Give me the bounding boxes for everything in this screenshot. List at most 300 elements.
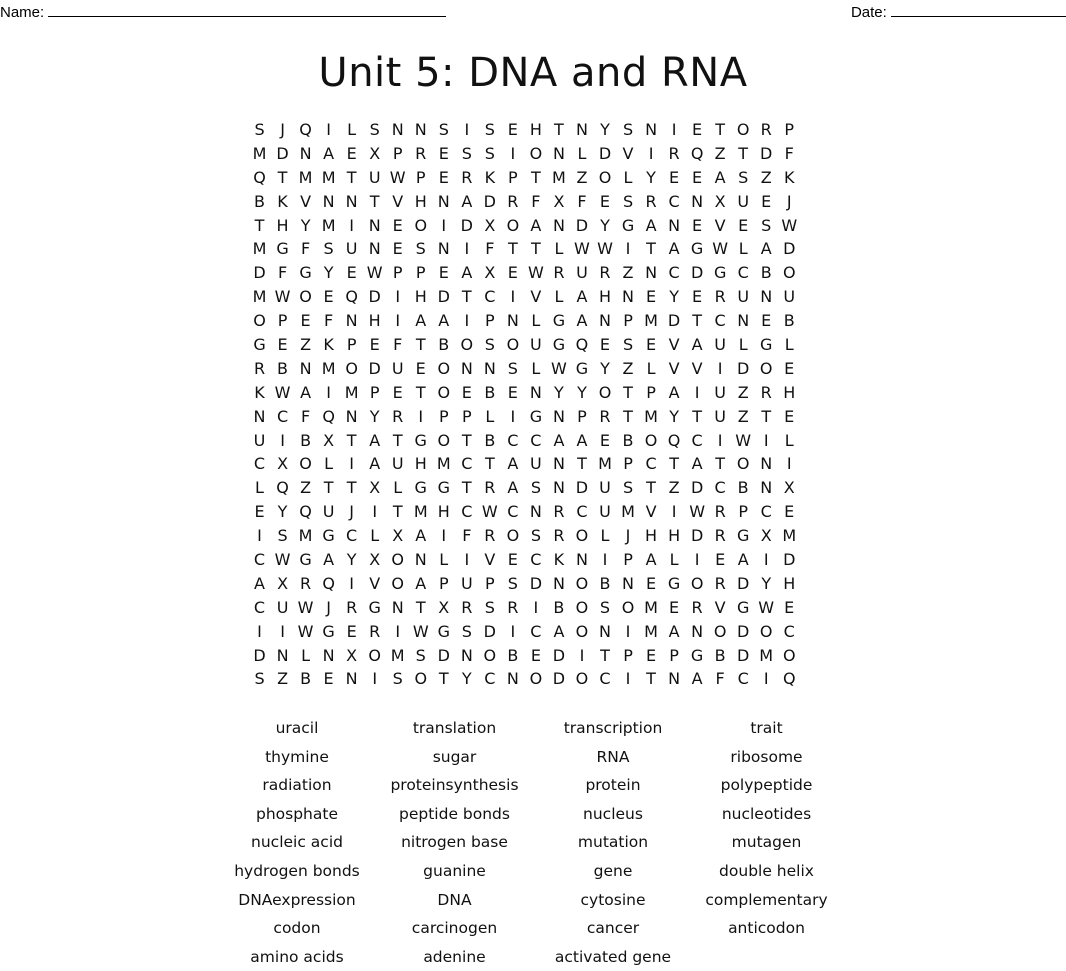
grid-cell[interactable]: V	[714, 215, 726, 235]
grid-cell[interactable]: X	[346, 645, 358, 665]
grid-cell[interactable]: E	[599, 335, 611, 355]
grid-cell[interactable]: O	[736, 454, 750, 474]
grid-cell[interactable]: I	[257, 621, 262, 641]
grid-cell[interactable]: N	[691, 621, 704, 641]
grid-cell[interactable]: I	[694, 550, 700, 570]
grid-cell[interactable]: U	[599, 502, 611, 522]
grid-cell[interactable]: R	[484, 526, 496, 546]
word-search-grid[interactable]	[248, 118, 824, 691]
grid-cell[interactable]: E	[415, 358, 426, 378]
grid-cell[interactable]: D	[690, 526, 704, 546]
grid-cell[interactable]: O	[345, 358, 358, 378]
grid-cell[interactable]: I	[418, 406, 424, 426]
grid-cell[interactable]: Y	[761, 573, 772, 593]
grid-cell[interactable]: E	[507, 263, 518, 283]
grid-cell[interactable]: Q	[322, 573, 335, 593]
grid-cell[interactable]: M	[598, 454, 612, 474]
grid-cell[interactable]: U	[783, 287, 796, 307]
grid-cell[interactable]: D	[437, 287, 450, 307]
grid-cell[interactable]: Z	[714, 143, 726, 163]
grid-cell[interactable]: O	[782, 645, 796, 665]
grid-cell[interactable]: E	[761, 191, 772, 211]
grid-cell[interactable]: H	[414, 191, 427, 211]
grid-cell[interactable]: M	[552, 167, 566, 187]
grid-cell[interactable]: O	[759, 621, 773, 641]
grid-cell[interactable]: U	[599, 478, 611, 498]
grid-cell[interactable]: Q	[299, 502, 312, 522]
grid-cell[interactable]: T	[738, 143, 749, 163]
grid-cell[interactable]: A	[300, 382, 312, 402]
grid-cell[interactable]: N	[299, 143, 312, 163]
grid-cell[interactable]: D	[529, 573, 543, 593]
grid-cell[interactable]: W	[274, 287, 291, 307]
grid-cell[interactable]: L	[554, 239, 564, 259]
grid-cell[interactable]: W	[274, 550, 291, 570]
date-field[interactable]	[851, 2, 1066, 21]
grid-cell[interactable]: H	[598, 287, 611, 307]
grid-cell[interactable]: K	[323, 335, 334, 355]
grid-cell[interactable]: I	[464, 311, 470, 331]
grid-cell[interactable]: E	[784, 358, 795, 378]
grid-cell[interactable]: C	[737, 263, 749, 283]
grid-cell[interactable]: W	[527, 263, 544, 283]
grid-cell[interactable]: V	[300, 191, 312, 211]
grid-cell[interactable]: Q	[322, 406, 335, 426]
grid-cell[interactable]: V	[668, 358, 680, 378]
grid-cell[interactable]: Q	[690, 143, 704, 163]
grid-cell[interactable]: R	[553, 502, 565, 522]
grid-cell[interactable]: E	[392, 382, 403, 402]
grid-cell[interactable]: Y	[600, 215, 610, 235]
grid-cell[interactable]: T	[623, 382, 633, 402]
grid-cell[interactable]: C	[253, 597, 266, 617]
grid-cell[interactable]: N	[322, 645, 335, 665]
grid-cell[interactable]: R	[300, 573, 312, 593]
grid-cell[interactable]: O	[736, 120, 750, 139]
grid-cell[interactable]: F	[577, 191, 587, 211]
grid-cell[interactable]: D	[552, 645, 566, 665]
grid-cell[interactable]: I	[533, 597, 539, 617]
grid-cell[interactable]: P	[277, 311, 288, 331]
grid-cell[interactable]: E	[645, 335, 657, 355]
grid-cell[interactable]: C	[737, 669, 749, 689]
grid-cell[interactable]: X	[484, 263, 496, 283]
grid-cell[interactable]: N	[345, 669, 358, 689]
grid-cell[interactable]: E	[645, 287, 657, 307]
grid-cell[interactable]: A	[415, 526, 427, 546]
grid-cell[interactable]: C	[530, 550, 542, 570]
grid-cell[interactable]: C	[461, 502, 473, 522]
grid-cell[interactable]: R	[553, 263, 565, 283]
grid-cell[interactable]: T	[623, 406, 633, 426]
grid-cell[interactable]: B	[507, 645, 519, 665]
grid-cell[interactable]: E	[645, 573, 657, 593]
grid-cell[interactable]: C	[668, 263, 680, 283]
grid-cell[interactable]: T	[715, 454, 726, 474]
grid-cell[interactable]: O	[713, 621, 727, 641]
grid-cell[interactable]: B	[300, 430, 312, 450]
grid-cell[interactable]: B	[599, 573, 611, 593]
grid-cell[interactable]: N	[276, 645, 289, 665]
grid-cell[interactable]: N	[760, 454, 773, 474]
grid-cell[interactable]: M	[644, 406, 658, 426]
grid-cell[interactable]: G	[299, 550, 312, 570]
grid-cell[interactable]: I	[510, 143, 516, 163]
grid-cell[interactable]: Z	[622, 358, 634, 378]
grid-cell[interactable]: O	[299, 454, 312, 474]
grid-cell[interactable]: H	[645, 526, 658, 546]
grid-cell[interactable]: M	[390, 645, 405, 665]
grid-cell[interactable]: L	[738, 239, 748, 259]
grid-cell[interactable]: J	[349, 502, 354, 522]
grid-cell[interactable]: P	[485, 311, 495, 331]
grid-cell[interactable]: D	[368, 287, 381, 307]
grid-cell[interactable]: U	[714, 382, 726, 402]
grid-cell[interactable]: D	[690, 263, 704, 283]
grid-cell[interactable]: U	[460, 573, 473, 593]
grid-cell[interactable]: R	[461, 597, 473, 617]
grid-cell[interactable]: Y	[323, 263, 334, 283]
grid-cell[interactable]: W	[689, 502, 706, 522]
grid-cell[interactable]: W	[758, 597, 775, 617]
grid-cell[interactable]: D	[460, 215, 473, 235]
grid-cell[interactable]: C	[507, 502, 519, 522]
grid-cell[interactable]: N	[322, 191, 335, 211]
grid-cell[interactable]: O	[644, 430, 658, 450]
grid-cell[interactable]: N	[552, 478, 565, 498]
grid-cell[interactable]: O	[391, 550, 404, 570]
grid-cell[interactable]: I	[441, 526, 447, 546]
grid-cell[interactable]: I	[372, 502, 378, 522]
grid-cell[interactable]: W	[712, 239, 729, 259]
grid-cell[interactable]: E	[323, 287, 334, 307]
grid-cell[interactable]: L	[324, 454, 334, 474]
grid-cell[interactable]: L	[784, 430, 794, 450]
grid-cell[interactable]: A	[668, 239, 680, 259]
grid-cell[interactable]: A	[576, 311, 588, 331]
grid-cell[interactable]: N	[552, 573, 565, 593]
grid-cell[interactable]: M	[321, 215, 336, 235]
grid-cell[interactable]: S	[415, 645, 426, 665]
grid-cell[interactable]: T	[484, 454, 495, 474]
grid-cell[interactable]: P	[461, 406, 472, 426]
grid-cell[interactable]: G	[713, 263, 727, 283]
grid-cell[interactable]: L	[347, 120, 357, 139]
grid-cell[interactable]: N	[622, 573, 634, 593]
grid-cell[interactable]: L	[600, 526, 610, 546]
grid-cell[interactable]: E	[645, 645, 657, 665]
grid-cell[interactable]: S	[277, 526, 288, 546]
grid-cell[interactable]: C	[668, 191, 680, 211]
grid-cell[interactable]: I	[625, 239, 631, 259]
name-blank-line[interactable]	[48, 2, 446, 17]
grid-cell[interactable]: A	[576, 430, 588, 450]
grid-cell[interactable]: V	[645, 502, 657, 522]
grid-cell[interactable]: O	[437, 430, 451, 450]
grid-cell[interactable]: R	[760, 120, 772, 139]
grid-cell[interactable]: Y	[461, 669, 472, 689]
grid-cell[interactable]: L	[393, 478, 403, 498]
grid-cell[interactable]: O	[414, 669, 428, 689]
grid-cell[interactable]: P	[669, 645, 679, 665]
grid-cell[interactable]: L	[738, 335, 748, 355]
grid-cell[interactable]: B	[760, 263, 772, 283]
grid-cell[interactable]: W	[297, 621, 314, 641]
grid-cell[interactable]: C	[507, 430, 519, 450]
grid-cell[interactable]: O	[437, 358, 451, 378]
grid-cell[interactable]: L	[255, 478, 264, 498]
grid-cell[interactable]: B	[783, 311, 795, 331]
grid-cell[interactable]: U	[576, 263, 588, 283]
grid-cell[interactable]: N	[414, 120, 427, 139]
grid-cell[interactable]: C	[714, 311, 726, 331]
grid-cell[interactable]: P	[438, 573, 449, 593]
grid-cell[interactable]: G	[253, 335, 266, 355]
grid-cell[interactable]: R	[253, 358, 266, 378]
grid-cell[interactable]: N	[575, 120, 588, 139]
grid-cell[interactable]: A	[369, 454, 381, 474]
grid-cell[interactable]: Z	[737, 382, 749, 402]
grid-cell[interactable]: E	[300, 311, 311, 331]
grid-cell[interactable]: R	[507, 597, 519, 617]
grid-cell[interactable]: E	[669, 597, 680, 617]
grid-cell[interactable]: H	[414, 454, 427, 474]
grid-cell[interactable]: S	[323, 239, 334, 259]
grid-cell[interactable]: P	[623, 645, 633, 665]
grid-cell[interactable]: D	[552, 669, 566, 689]
grid-cell[interactable]: S	[484, 120, 495, 139]
grid-cell[interactable]: D	[437, 645, 450, 665]
grid-cell[interactable]: U	[737, 191, 750, 211]
grid-cell[interactable]: S	[254, 120, 265, 139]
grid-cell[interactable]: R	[392, 406, 404, 426]
grid-cell[interactable]: T	[392, 502, 403, 522]
grid-cell[interactable]: E	[761, 311, 772, 331]
grid-cell[interactable]: O	[621, 597, 635, 617]
grid-cell[interactable]: K	[484, 167, 496, 187]
grid-cell[interactable]: S	[599, 597, 611, 617]
grid-cell[interactable]: S	[461, 621, 472, 641]
grid-cell[interactable]: P	[415, 263, 426, 283]
grid-cell[interactable]: G	[437, 478, 450, 498]
grid-cell[interactable]: O	[299, 287, 312, 307]
grid-cell[interactable]: O	[483, 645, 497, 665]
grid-cell[interactable]: G	[276, 239, 289, 259]
grid-cell[interactable]: H	[783, 573, 796, 593]
grid-cell[interactable]: X	[438, 597, 450, 617]
grid-cell[interactable]: T	[415, 335, 426, 355]
grid-cell[interactable]: B	[254, 191, 265, 211]
grid-cell[interactable]: O	[506, 526, 520, 546]
grid-cell[interactable]: E	[692, 215, 703, 235]
grid-cell[interactable]: D	[690, 478, 704, 498]
grid-cell[interactable]: I	[625, 621, 631, 641]
grid-cell[interactable]: S	[622, 191, 634, 211]
grid-cell[interactable]: Q	[299, 120, 312, 139]
grid-cell[interactable]: R	[714, 287, 726, 307]
grid-cell[interactable]: H	[414, 287, 427, 307]
grid-cell[interactable]: E	[784, 406, 795, 426]
grid-cell[interactable]: W	[274, 382, 291, 402]
grid-cell[interactable]: O	[529, 669, 543, 689]
grid-cell[interactable]: P	[438, 406, 449, 426]
grid-cell[interactable]: W	[597, 239, 613, 259]
grid-cell[interactable]: O	[368, 645, 381, 665]
grid-cell[interactable]: F	[485, 239, 495, 259]
grid-cell[interactable]: M	[298, 167, 313, 187]
grid-cell[interactable]: J	[625, 526, 631, 546]
grid-cell[interactable]: R	[599, 406, 611, 426]
grid-cell[interactable]: T	[531, 239, 541, 259]
grid-cell[interactable]: T	[461, 478, 472, 498]
grid-cell[interactable]: P	[623, 454, 633, 474]
grid-cell[interactable]: W	[389, 167, 406, 187]
grid-cell[interactable]: W	[481, 502, 498, 522]
grid-cell[interactable]: A	[760, 239, 772, 259]
grid-cell[interactable]: D	[253, 263, 266, 283]
grid-cell[interactable]: G	[437, 621, 450, 641]
grid-cell[interactable]: Z	[576, 167, 588, 187]
grid-cell[interactable]: I	[717, 358, 723, 378]
grid-cell[interactable]: E	[254, 502, 265, 522]
grid-cell[interactable]: I	[464, 120, 470, 139]
grid-cell[interactable]: K	[277, 191, 288, 211]
grid-cell[interactable]: V	[622, 143, 634, 163]
grid-cell[interactable]: I	[395, 621, 401, 641]
grid-cell[interactable]: R	[691, 597, 703, 617]
grid-cell[interactable]: A	[691, 454, 703, 474]
grid-cell[interactable]: I	[441, 215, 447, 235]
grid-cell[interactable]: N	[760, 478, 773, 498]
grid-cell[interactable]: A	[507, 454, 519, 474]
grid-cell[interactable]: D	[783, 550, 796, 570]
grid-cell[interactable]: I	[326, 120, 331, 139]
grid-cell[interactable]: D	[783, 239, 796, 259]
grid-cell[interactable]: S	[369, 120, 380, 139]
grid-cell[interactable]: U	[714, 335, 726, 355]
grid-cell[interactable]: M	[644, 621, 658, 641]
grid-cell[interactable]: R	[369, 621, 381, 641]
grid-cell[interactable]: N	[391, 120, 404, 139]
grid-cell[interactable]: V	[668, 335, 680, 355]
grid-cell[interactable]: S	[530, 526, 541, 546]
grid-cell[interactable]: F	[715, 669, 725, 689]
grid-cell[interactable]: W	[297, 597, 314, 617]
grid-cell[interactable]: O	[598, 167, 612, 187]
grid-cell[interactable]: N	[622, 287, 634, 307]
grid-cell[interactable]: N	[552, 406, 565, 426]
grid-cell[interactable]: C	[253, 454, 266, 474]
grid-cell[interactable]: O	[759, 358, 773, 378]
grid-cell[interactable]: R	[760, 382, 772, 402]
grid-cell[interactable]: O	[575, 573, 589, 593]
grid-cell[interactable]: G	[736, 597, 750, 617]
grid-cell[interactable]: F	[300, 406, 311, 426]
grid-cell[interactable]: T	[461, 287, 472, 307]
grid-cell[interactable]: I	[786, 454, 792, 474]
grid-cell[interactable]: F	[531, 191, 541, 211]
grid-cell[interactable]: E	[461, 382, 472, 402]
grid-cell[interactable]: D	[667, 311, 681, 331]
grid-cell[interactable]: Z	[622, 263, 634, 283]
grid-cell[interactable]: Z	[737, 406, 749, 426]
grid-cell[interactable]: D	[368, 358, 381, 378]
grid-cell[interactable]: G	[667, 573, 681, 593]
grid-cell[interactable]: U	[276, 597, 289, 617]
grid-cell[interactable]: X	[369, 478, 381, 498]
grid-cell[interactable]: J	[786, 191, 792, 211]
grid-cell[interactable]: L	[784, 335, 794, 355]
grid-cell[interactable]: N	[460, 358, 473, 378]
grid-cell[interactable]: B	[737, 478, 749, 498]
grid-cell[interactable]: U	[345, 239, 358, 259]
grid-cell[interactable]: V	[691, 358, 703, 378]
grid-cell[interactable]: I	[763, 550, 769, 570]
grid-cell[interactable]: Z	[277, 669, 289, 689]
grid-cell[interactable]: I	[602, 550, 608, 570]
grid-cell[interactable]: K	[783, 167, 795, 187]
grid-cell[interactable]: E	[715, 550, 726, 570]
grid-cell[interactable]: F	[277, 263, 288, 283]
grid-cell[interactable]: E	[507, 120, 518, 139]
grid-cell[interactable]: G	[760, 335, 773, 355]
grid-cell[interactable]: O	[575, 621, 589, 641]
grid-cell[interactable]: B	[277, 358, 289, 378]
grid-cell[interactable]: P	[508, 167, 518, 187]
grid-cell[interactable]: I	[372, 669, 378, 689]
grid-cell[interactable]: T	[415, 597, 426, 617]
grid-cell[interactable]: X	[323, 430, 335, 450]
grid-cell[interactable]: C	[714, 478, 726, 498]
grid-cell[interactable]: S	[484, 597, 495, 617]
grid-cell[interactable]: F	[462, 526, 472, 546]
grid-cell[interactable]: S	[484, 143, 495, 163]
grid-cell[interactable]: A	[507, 478, 519, 498]
grid-cell[interactable]: I	[625, 669, 631, 689]
grid-cell[interactable]: G	[414, 478, 427, 498]
grid-cell[interactable]: Y	[300, 215, 311, 235]
grid-cell[interactable]: Y	[669, 287, 679, 307]
grid-cell[interactable]: U	[368, 167, 381, 187]
grid-cell[interactable]: N	[253, 406, 266, 426]
grid-cell[interactable]: M	[344, 382, 359, 402]
grid-cell[interactable]: T	[507, 239, 518, 259]
grid-cell[interactable]: M	[644, 597, 658, 617]
grid-cell[interactable]: E	[392, 239, 403, 259]
grid-cell[interactable]: K	[553, 550, 565, 570]
grid-cell[interactable]: G	[414, 430, 427, 450]
grid-cell[interactable]: G	[736, 526, 750, 546]
grid-cell[interactable]: E	[346, 143, 357, 163]
grid-cell[interactable]: A	[530, 215, 542, 235]
grid-cell[interactable]: S	[415, 239, 426, 259]
grid-cell[interactable]: R	[714, 502, 726, 522]
grid-cell[interactable]: T	[461, 430, 472, 450]
grid-cell[interactable]: Y	[600, 120, 610, 139]
grid-cell[interactable]: F	[393, 335, 403, 355]
grid-cell[interactable]: E	[692, 287, 703, 307]
grid-cell[interactable]: T	[346, 167, 357, 187]
grid-cell[interactable]: W	[781, 215, 798, 235]
grid-cell[interactable]: R	[461, 167, 473, 187]
grid-cell[interactable]: N	[599, 311, 611, 331]
grid-cell[interactable]: C	[530, 430, 542, 450]
grid-cell[interactable]: N	[691, 191, 704, 211]
grid-cell[interactable]: I	[464, 550, 470, 570]
grid-cell[interactable]: Q	[667, 430, 681, 450]
grid-cell[interactable]: N	[414, 550, 427, 570]
grid-cell[interactable]: A	[461, 191, 473, 211]
